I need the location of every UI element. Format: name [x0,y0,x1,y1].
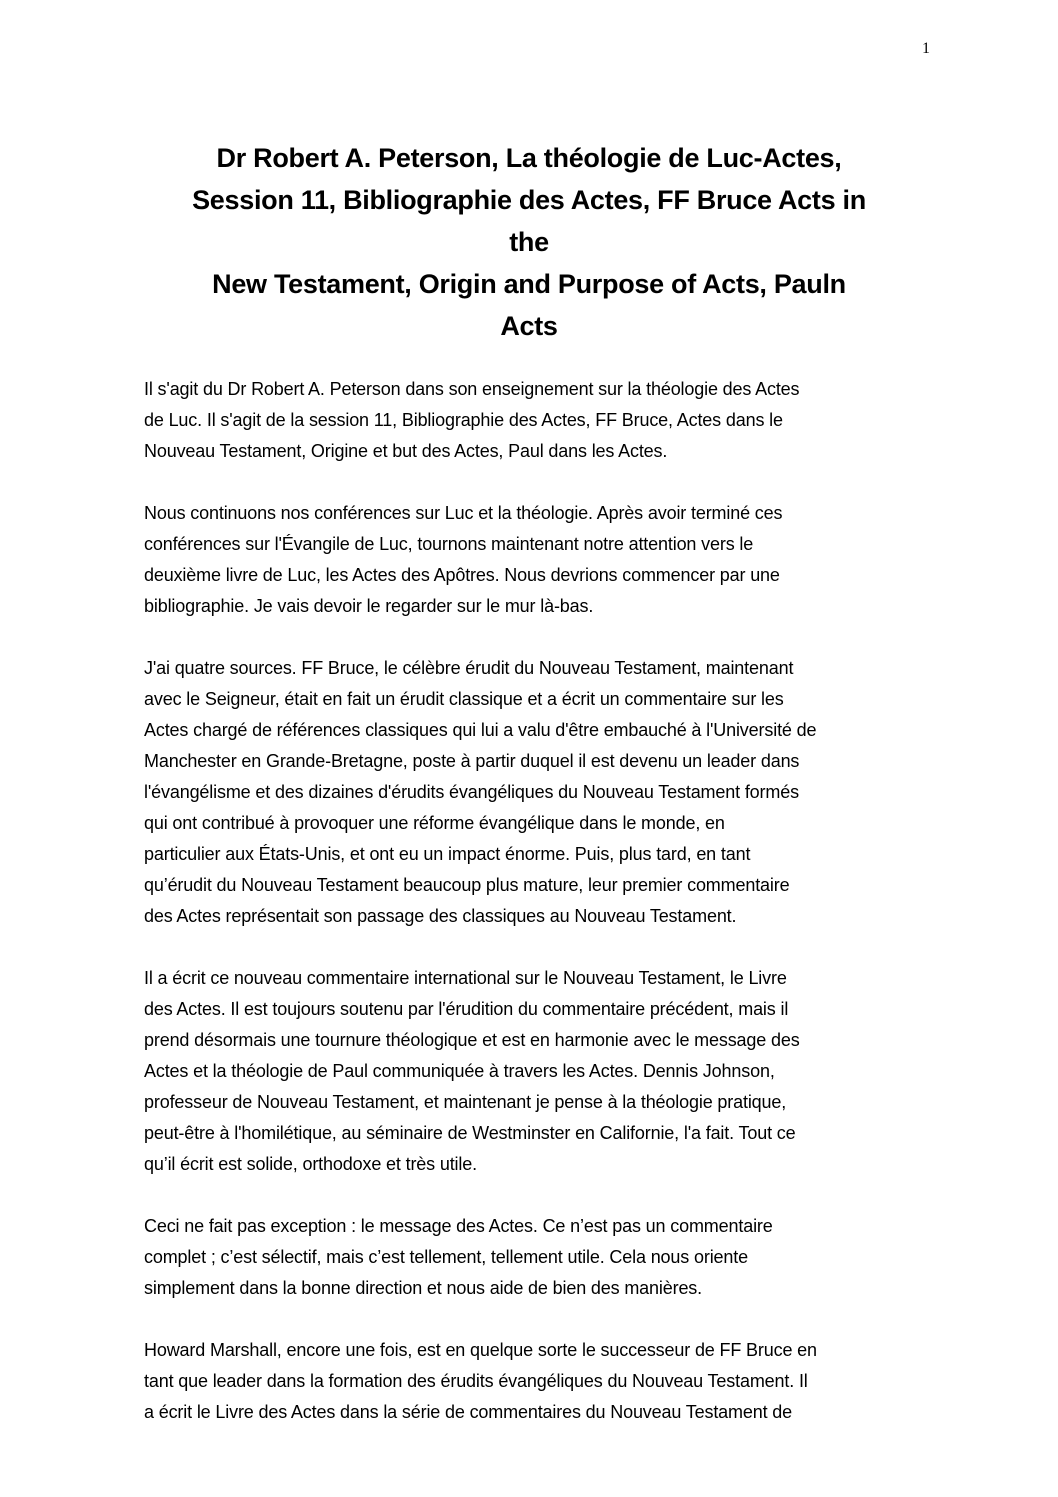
text-line: qu’il écrit est solide, orthodoxe et très utile. [144,1154,477,1174]
text-line: qui ont contribué à provoquer une réforme évangélique dans le monde, en [144,813,725,833]
document-title [0,137,1058,347]
document-body [144,374,944,1459]
text-line: deuxième livre de Luc, les Actes des Apôtres. Nous devrions commencer par une [144,565,780,585]
text-line: de Luc. Il s'agit de la session 11, Bibliographie des Actes, FF Bruce, Actes dans le [144,410,783,430]
paragraph [144,963,944,1180]
text-line: a écrit le Livre des Actes dans la série de commentaires du Nouveau Testament de [144,1402,793,1422]
title-line: New Testament, Origin and Purpose of Acts, Pauln [212,269,846,299]
text-line: avec le Seigneur, était en fait un érudit classique et a écrit un commentaire sur les [144,689,784,709]
paragraph [144,498,944,622]
text-line: des Actes. Il est toujours soutenu par l'érudition du commentaire précédent, mais il [144,999,789,1019]
text-line: prend désormais une tournure théologique et est en harmonie avec le message des [144,1030,800,1050]
text-line: Manchester en Grande-Bretagne, poste à partir duquel il est devenu un leader dans [144,751,800,771]
text-line: particulier aux États-Unis, et ont eu un impact énorme. Puis, plus tard, en tant [144,844,751,864]
text-line: conférences sur l'Évangile de Luc, tournons maintenant notre attention vers le [144,534,754,554]
text-line: Nouveau Testament, Origine et but des Actes, Paul dans les Actes. [144,441,668,461]
paragraph [144,1211,944,1304]
text-line: Il s'agit du Dr Robert A. Peterson dans son enseignement sur la théologie des Actes [144,379,800,399]
paragraph [144,374,944,467]
text-line: Howard Marshall, encore une fois, est en quelque sorte le successeur de FF Bruce en [144,1340,817,1360]
text-line: Ceci ne fait pas exception : le message des Actes. Ce n’est pas un commentaire [144,1216,773,1236]
text-line: l'évangélisme et des dizaines d'érudits évangéliques du Nouveau Testament formés [144,782,799,802]
text-line: Nous continuons nos conférences sur Luc et la théologie. Après avoir terminé ces [144,503,783,523]
title-line: Dr Robert A. Peterson, La théologie de Luc-Actes, [216,143,842,173]
text-line: tant que leader dans la formation des érudits évangéliques du Nouveau Testament. Il [144,1371,808,1391]
text-line: qu’érudit du Nouveau Testament beaucoup plus mature, leur premier commentaire [144,875,790,895]
paragraph [144,1335,944,1428]
text-line: des Actes représentait son passage des classiques au Nouveau Testament. [144,906,737,926]
text-line: professeur de Nouveau Testament, et maintenant je pense à la théologie pratique, [144,1092,787,1112]
text-line: Il a écrit ce nouveau commentaire international sur le Nouveau Testament, le Livre [144,968,787,988]
title-line: Session 11, Bibliographie des Actes, FF Bruce Acts in [192,185,866,215]
text-line: peut-être à l'homilétique, au séminaire de Westminster en Californie, l'a fait. Tout ce [144,1123,796,1143]
text-line: Actes chargé de références classiques qui lui a valu d'être embauché à l'Université de [144,720,817,740]
page-number: 1 [922,40,930,57]
text-line: bibliographie. Je vais devoir le regarder sur le mur là-bas. [144,596,594,616]
title-line: the [509,227,549,257]
text-line: J'ai quatre sources. FF Bruce, le célèbre érudit du Nouveau Testament, maintenant [144,658,794,678]
text-line: Actes et la théologie de Paul communiquée à travers les Actes. Dennis Johnson, [144,1061,775,1081]
paragraph [144,653,944,932]
text-line: simplement dans la bonne direction et nous aide de bien des manières. [144,1278,703,1298]
text-line: complet ; c’est sélectif, mais c’est tellement, tellement utile. Cela nous oriente [144,1247,748,1267]
title-line: Acts [500,311,558,341]
